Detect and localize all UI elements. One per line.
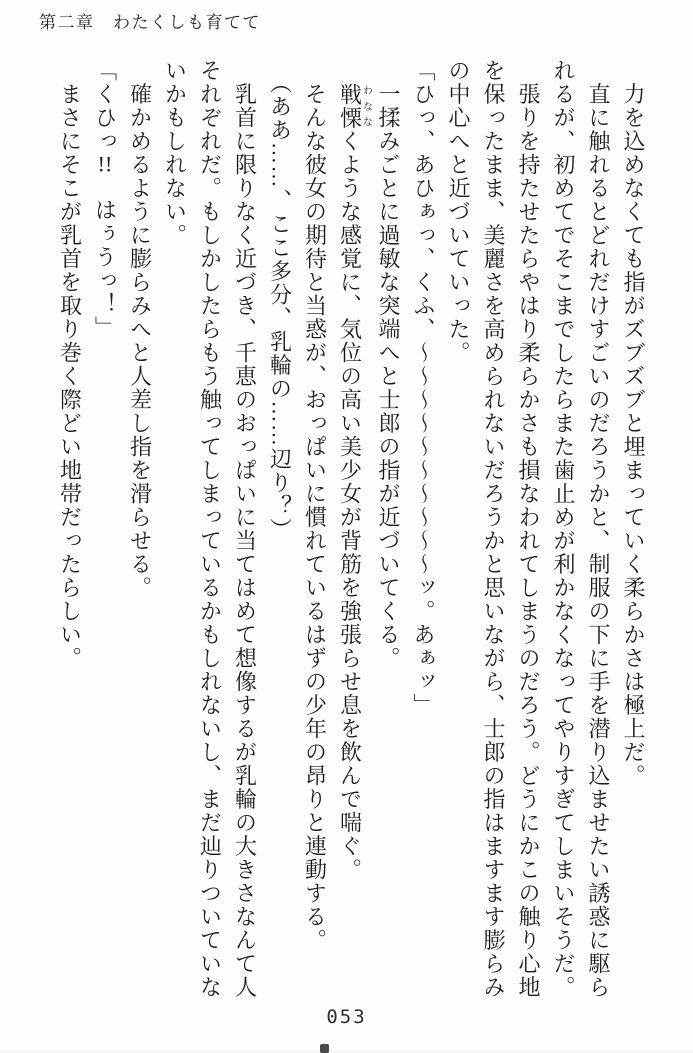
text-line: 「ひっ、あひぁっ、くふ、〜〜〜〜〜〜〜〜〜〜ッ。あぁッ」 xyxy=(411,59,436,717)
text-line: 確かめるように膨らみへと人差し指を滑らせる。 xyxy=(127,59,153,600)
text-line: 乳首に限りなく近づき、千恵のおっぱいに当てはめて想像するが乳輪の大きさなんて人 xyxy=(232,59,258,999)
text-line: 一揉みごとに過敏な突端へと士郎の指が近づいてくる。 xyxy=(376,59,401,670)
footer-mark xyxy=(320,1044,329,1053)
text-line: まさにそこが乳首を取り巻く際どい地帯だったらしい。 xyxy=(57,59,83,670)
ruby-annotated-word: 戦慄わなな xyxy=(337,82,372,130)
text-line: それぞれだ。もしかしたらもう触ってしまっているかもしれないし、まだ辿りついていな xyxy=(197,59,223,999)
text-line: そんな彼女の期待と当惑が、おっぱいに慣れているはずの少年の昂りと連動する。 xyxy=(302,59,328,952)
text-line: いかもしれない。 xyxy=(162,59,188,247)
text-line: 力を込めなくても指がズブズブと埋まっていく柔らかさは極上だ。 xyxy=(621,59,646,788)
body-text xyxy=(53,59,652,1009)
text-line: の中心へと近づいていった。 xyxy=(446,59,471,365)
text-line: を保ったまま、美麗さを高められないだろうかと思いながら、士郎の指はますます膨らみ xyxy=(481,59,506,999)
page-number: 053 xyxy=(326,1006,367,1028)
text-line: れるが、初めてでそこまでしたらまた歯止めが利かなくなってやりすぎてしまいそうだ。 xyxy=(551,59,576,999)
text-line: 「くひっ!! はぅうっ！」 xyxy=(92,59,118,340)
chapter-running-head: 第二章 わたくしも育てて xyxy=(39,13,261,32)
text-line: 直に触れるとどれだけすごいのだろうかと、制服の下に手を潜り込ませたい誘惑に駆ら xyxy=(586,59,611,999)
text-line: （ああ……、ここ多分、乳輪の……辺り？） xyxy=(267,59,293,542)
text-line: 張りを持たせたらやはり柔らかさも損なわれてしまうのだろう。どうにかこの触り心地 xyxy=(516,59,541,999)
tate-chu-yoko-text: !! xyxy=(97,153,113,175)
text-line: 戦慄わななくような感覚に、気位の高い美少女が背筋を強張らせ息を飲んで喘ぐ。 xyxy=(337,82,372,882)
